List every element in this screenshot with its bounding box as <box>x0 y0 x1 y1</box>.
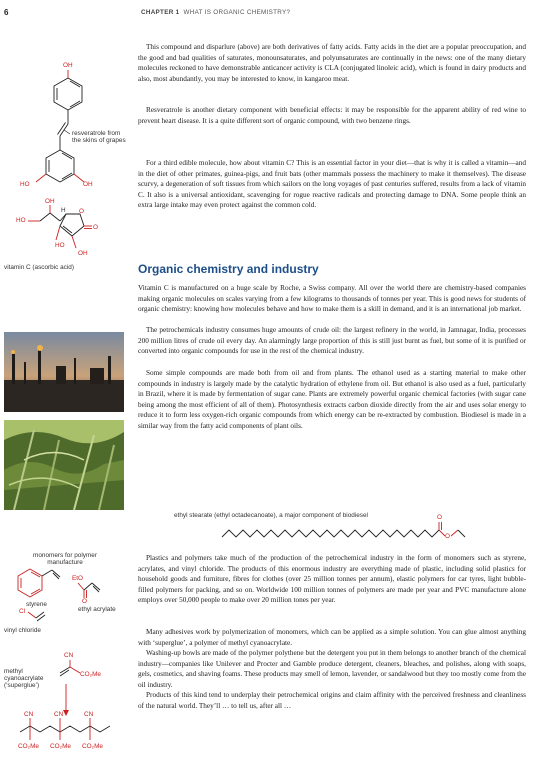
vitamin-c-caption: vitamin C (ascorbic acid) <box>4 264 74 271</box>
resveratrole-top-oh: OH <box>63 62 73 69</box>
resveratrole-left-ho: HO <box>20 181 30 188</box>
paragraph-vitamin-c: For a third edible molecule, how about vitamin C? This is an essential factor in your diet—that is why it is called a vitamin—and in the diet of other primates, guinea-pigs, and fruit bats (other mammals possess the machinery to make it themselves). The disease scurvy, a degeneration of soft tissues from which sailors on the long voyages of past centuries suffered, results from a lack of vitamin C. It also is a universal antioxidant, scavenging for rogue reactive radicals and protecting damage to DNA. Some people think an extra large intake may even protect against the common cold. <box>138 159 526 209</box>
monomers-caption: monomers for polymer manufacture <box>33 552 97 566</box>
ethyl-stearate-caption: ethyl stearate (ethyl octadecanoate), a major component of biodiesel <box>174 512 368 519</box>
cyanoacrylate-cn: CN <box>64 652 74 659</box>
polymer-cn-1: CN <box>24 711 34 718</box>
polymer-co2me-3: CO₂Me <box>82 743 103 750</box>
styrene-label: styrene <box>26 601 47 608</box>
paragraph-detergents: Washing-up bowls are made of the polymer polythene but the detergent you put in them belongs to another branch of the chemical industry—companies like Unilever and Procter and Gamble produce detergent, cleaners, bleaches, and polishes, along with soaps, gels, cosmetics, and shaving foams. These products may smell of lemon, lavender, or sandalwood but they too mostly come from the oil industry. <box>138 649 526 689</box>
paragraph-plastics: Plastics and polymers take much of the production of the petrochemical industry in the form of monomers such as styrene, acrylates, and vinyl chloride. The products of this enormous industry are everything made of plastic, including solid plastics for household goods and furniture, fibres for clothes (over 25 million tonnes per annum), elastic polymers for car tyres, light bubble-filled polymers for packing, and so on. Worldwide 100 million tonnes of polymers are made per year and PVC manufacture alone employs over 50,000 people to make over 20 million tones per year. <box>138 554 526 604</box>
cyanoacrylate-label: methyl cyanoacrylate (‘superglue’) <box>4 668 44 689</box>
paragraph-fatty-acids: This compound and disparlure (above) are both derivatives of fatty acids. Fatty acids in the diet are a popular preoccupation, and the good and bad qualities of saturates, monounsaturates, and polyunsaturates are continually in the news: one of the many dietary molecules reckoned to have demonstrable anticancer activity is CLA (conjugated linoleic acid), which is found in dairy products and also, most abundantly, you may be interested to know, in kangaroo meat. <box>138 43 526 83</box>
resveratrole-right-oh: OH <box>83 181 93 188</box>
section-heading: Organic chemistry and industry <box>138 262 319 276</box>
paragraph-ethanol: Some simple compounds are made both from oil and from plants. The ethanol used as a starting material to make other compounds in industry is largely made by the catalytic hydration of ethylene from oil. But ethanol is also used as a fuel, particularly in Brazil, where it is made by fermentation of sugar cane. Plants are extremely powerful organic chemical factories (with sugar cane being among the most efficient of all of them). Photosynthesis extracts carbon dioxide directly from the air and uses solar energy to reduce it to form less oxygen-rich organic compounds from which energy can be re-extracted by combustion. Biodiesel is made in a similar way from the fatty acid components of plant oils. <box>138 369 526 430</box>
resveratrole-caption: resveratrole from the skins of grapes <box>72 130 126 144</box>
paragraph-petrochemicals: The petrochemicals industry consumes huge amounts of crude oil: the largest refinery in the world, in Jamnagar, India, processes 200 million litres of crude oil every day. An alarmingly large proportion of this is still just burnt as fuel, but some of it is purified or converted into organic compounds for use in the rest of the chemical industry. <box>138 326 526 355</box>
paragraph-natural-claims: Products of this kind tend to underplay their petrochemical origins and claim affinity with the perceived freshness and cleanliness of the natural world. They’ll … to tell us, after all … <box>138 691 526 710</box>
ethyl-stearate-o-ester: O <box>445 533 450 540</box>
polymer-co2me-2: CO₂Me <box>50 743 71 750</box>
ethyl-stearate-o-carbonyl: O <box>437 514 442 521</box>
vitamin-c-o-carbonyl: O <box>93 224 98 231</box>
vinyl-chloride-cl: Cl <box>19 608 26 615</box>
ethyl-acrylate-o: O <box>82 598 87 605</box>
vitamin-c-o-ring: O <box>79 208 84 215</box>
vitamin-c-ho-bottom: HO <box>55 242 65 249</box>
chapter-label: CHAPTER 1 <box>141 9 180 16</box>
vitamin-c-oh-top: OH <box>45 198 55 205</box>
page-number: 6 <box>4 8 9 17</box>
paragraph-resveratrole: Resveratrole is another dietary component with beneficial effects: it may be responsible for the apparent ability of red wine to prevent heart disease. It is a quite different sort of organic compound, with two benzene rings. <box>138 106 526 125</box>
paragraph-adhesives: Many adhesives work by polymerization of monomers, which can be applied as a simple solution. You can glue almost anything with ‘superglue’, a polymer of methyl cyanoacrylate. <box>138 628 526 647</box>
ethyl-acrylate-eto: EtO <box>72 575 84 582</box>
vinyl-chloride-label: vinyl chloride <box>4 627 41 634</box>
polymer-co2me-1: CO₂Me <box>18 743 39 750</box>
polymer-cn-2: CN <box>54 711 64 718</box>
vitamin-c-h: H <box>61 207 66 214</box>
monomers-structures <box>0 0 140 763</box>
cyanoacrylate-co2me: CO₂Me <box>80 671 101 678</box>
vitamin-c-ho-chain: HO <box>16 217 26 224</box>
chapter-title: WHAT IS ORGANIC CHEMISTRY? <box>183 9 291 16</box>
ethyl-acrylate-label: ethyl acrylate <box>78 606 116 613</box>
paragraph-roche: Vitamin C is manufactured on a huge scale by Roche, a Swiss company. All over the world there are chemistry-based companies making organic molecules on scales varying from a few kilograms to thousands of tonnes per year. This is good news for students of organic chemistry: knowing how molecules behave and how to make them is a skill in demand, and it is an international job market. <box>138 284 526 313</box>
polymer-cn-3: CN <box>84 711 94 718</box>
vitamin-c-oh-bottom: OH <box>78 250 88 257</box>
